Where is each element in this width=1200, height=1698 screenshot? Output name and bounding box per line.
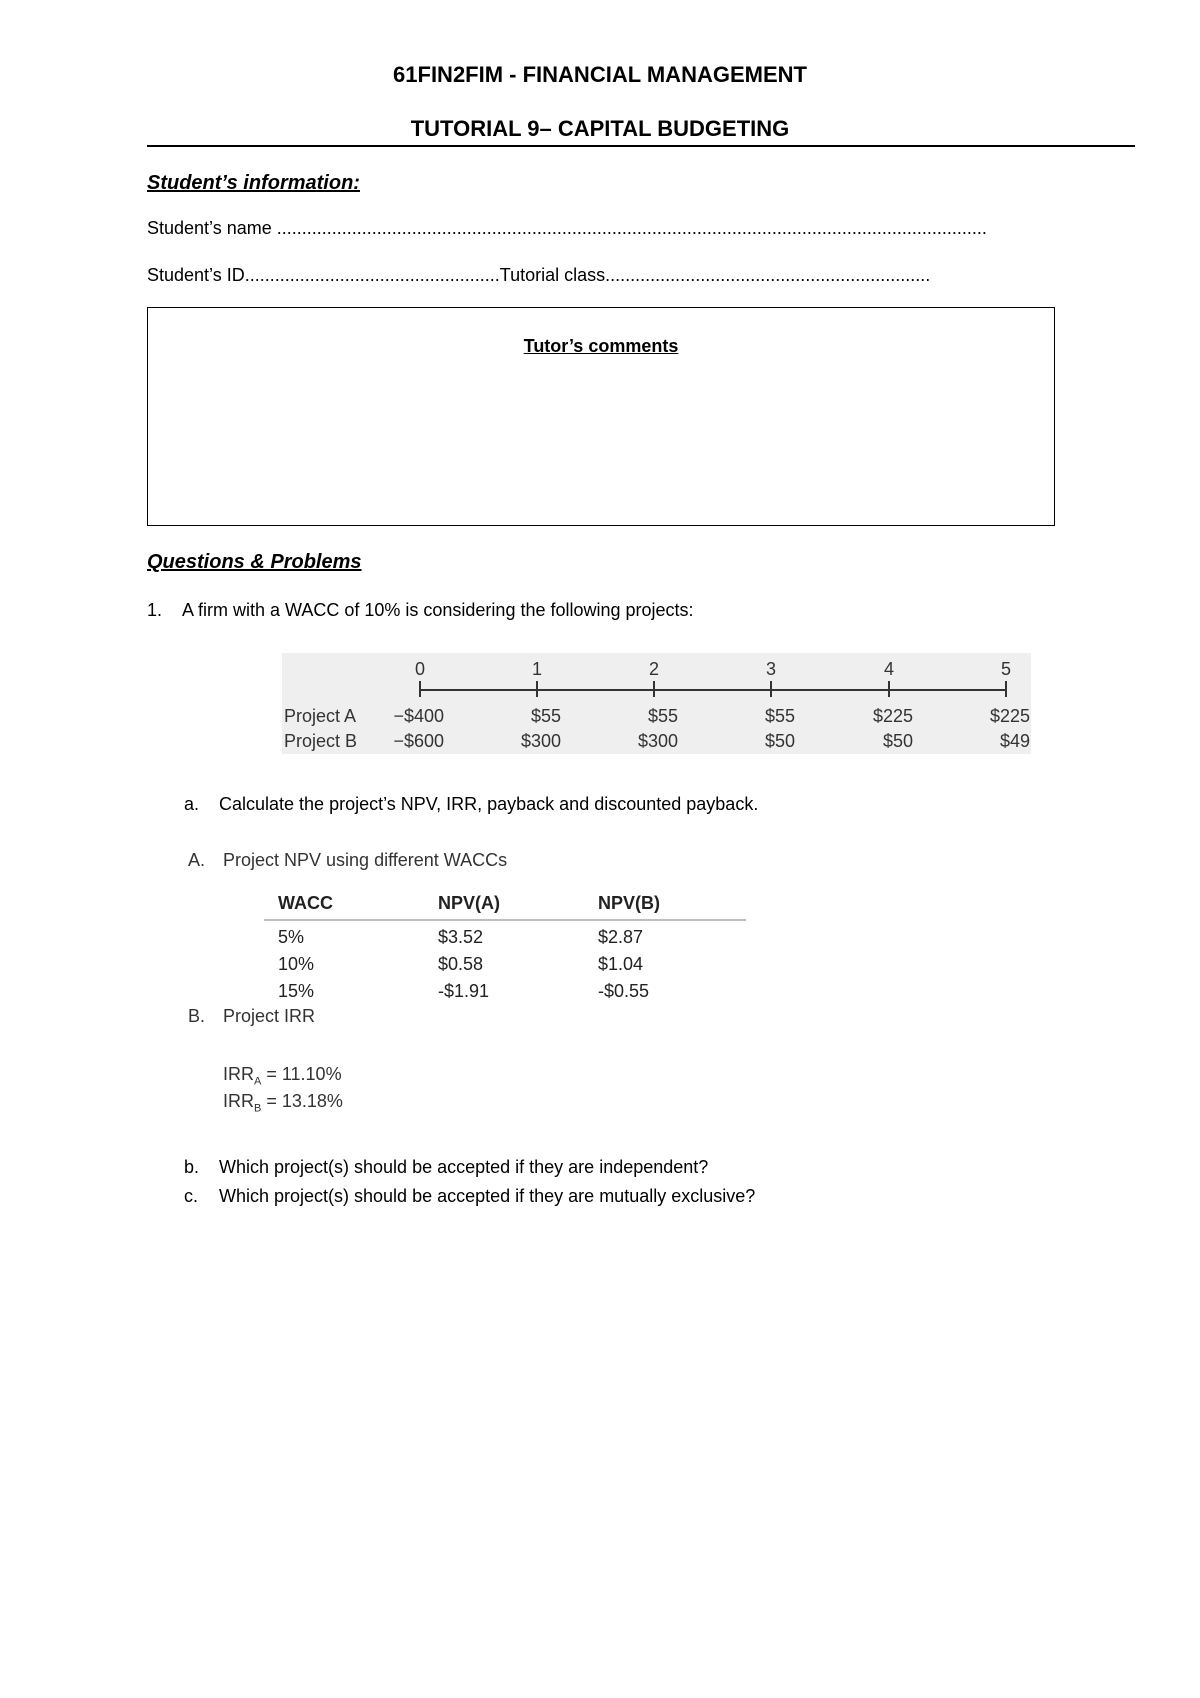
- npv-table-cell: -$0.55: [598, 981, 650, 1001]
- npv-table-cell: 5%: [278, 927, 305, 947]
- question-c-letter: c.: [184, 1186, 199, 1206]
- student-name-blank: ..............................................................................................................................................: [276, 218, 987, 238]
- question-b-text: Which project(s) should be accepted if they are independent?: [219, 1157, 709, 1177]
- tutor-comments-title: Tutor’s comments: [523, 336, 679, 356]
- timeline-cash-flow: $300: [520, 731, 561, 751]
- questions-heading: Questions & Problems: [147, 551, 362, 573]
- npv-table-cell: -$1.91: [438, 981, 490, 1001]
- timeline-period-1: 1: [531, 659, 542, 679]
- student-id-label: Student’s ID: [147, 265, 245, 285]
- answer-b-letter: B.: [188, 1006, 206, 1026]
- npv-table-header-rule: [264, 919, 746, 921]
- timeline-period-4: 4: [883, 659, 894, 679]
- irr-b-subscript: B: [254, 1102, 262, 1115]
- tutorial-class-blank: .................................................................: [605, 265, 931, 285]
- timeline-cash-flow: $55: [530, 706, 561, 726]
- timeline-cash-flow: −$400: [393, 706, 444, 726]
- npv-table-header: WACC: [278, 893, 333, 913]
- timeline-row-label: Project A: [284, 706, 357, 726]
- timeline-cash-flow: $50: [764, 731, 795, 751]
- question-c-text: Which project(s) should be accepted if they are mutually exclusive?: [219, 1186, 756, 1206]
- answer-a-letter: A.: [188, 850, 206, 870]
- answer-b-heading: Project IRR: [223, 1006, 316, 1026]
- tutor-comments-box[interactable]: [147, 307, 1055, 526]
- timeline-cash-flow: $55: [764, 706, 795, 726]
- cash-flow-timeline: [282, 653, 1031, 754]
- timeline-cash-flow: $50: [882, 731, 913, 751]
- irr-b-result: [223, 1091, 343, 1115]
- student-name-field[interactable]: [147, 218, 987, 239]
- irr-b-value: = 13.18%: [261, 1091, 343, 1111]
- npv-table-header: NPV(A): [438, 893, 500, 913]
- student-info-heading: Student’s information:: [147, 172, 360, 194]
- npv-table-cell: 10%: [278, 954, 315, 974]
- npv-table-cell: $2.87: [598, 927, 644, 947]
- timeline-tick-1: [536, 681, 538, 697]
- npv-table-cell: 15%: [278, 981, 315, 1001]
- question-1-text: A firm with a WACC of 10% is considering the following projects:: [182, 600, 694, 620]
- irr-a-prefix: IRR: [223, 1064, 254, 1084]
- timeline-period-5: 5: [1000, 659, 1011, 679]
- question-b-letter: b.: [184, 1157, 200, 1177]
- npv-table-cell: $0.58: [438, 954, 484, 974]
- timeline-period-0: 0: [414, 659, 425, 679]
- timeline-tick-0: [419, 681, 421, 697]
- question-a-letter: a.: [184, 794, 200, 814]
- question-1-number: 1.: [147, 600, 163, 620]
- timeline-cash-flow: $55: [647, 706, 678, 726]
- timeline-cash-flow: $300: [637, 731, 678, 751]
- tutorial-title: TUTORIAL 9– CAPITAL BUDGETING: [410, 116, 790, 141]
- timeline-axis: [420, 689, 1006, 691]
- irr-a-subscript: A: [254, 1075, 262, 1088]
- timeline-cash-flow: $49: [999, 731, 1030, 751]
- timeline-period-2: 2: [648, 659, 659, 679]
- timeline-tick-3: [770, 681, 772, 697]
- tutorial-class-label: Tutorial class: [499, 265, 606, 285]
- timeline-tick-4: [888, 681, 890, 697]
- question-a-text: Calculate the project’s NPV, IRR, payback and discounted payback.: [219, 794, 759, 814]
- student-id-blank: ...................................................: [244, 265, 500, 285]
- timeline-cash-flow: −$600: [393, 731, 444, 751]
- student-name-label: Student’s name: [147, 218, 277, 238]
- student-id-class-field[interactable]: [147, 265, 930, 286]
- npv-table-header: NPV(B): [598, 893, 660, 913]
- irr-a-result: [223, 1064, 342, 1088]
- header-divider: [147, 145, 1135, 147]
- timeline-tick-2: [653, 681, 655, 697]
- irr-b-prefix: IRR: [223, 1091, 254, 1111]
- npv-table-cell: $1.04: [598, 954, 644, 974]
- irr-a-value: = 11.10%: [261, 1064, 342, 1084]
- course-title: 61FIN2FIM - FINANCIAL MANAGEMENT: [393, 62, 807, 87]
- timeline-period-3: 3: [765, 659, 776, 679]
- timeline-tick-5: [1005, 681, 1007, 697]
- timeline-row-label: Project B: [284, 731, 358, 751]
- answer-a-heading: Project NPV using different WACCs: [223, 850, 508, 870]
- timeline-cash-flow: $225: [989, 706, 1030, 726]
- npv-table-cell: $3.52: [438, 927, 484, 947]
- timeline-cash-flow: $225: [872, 706, 913, 726]
